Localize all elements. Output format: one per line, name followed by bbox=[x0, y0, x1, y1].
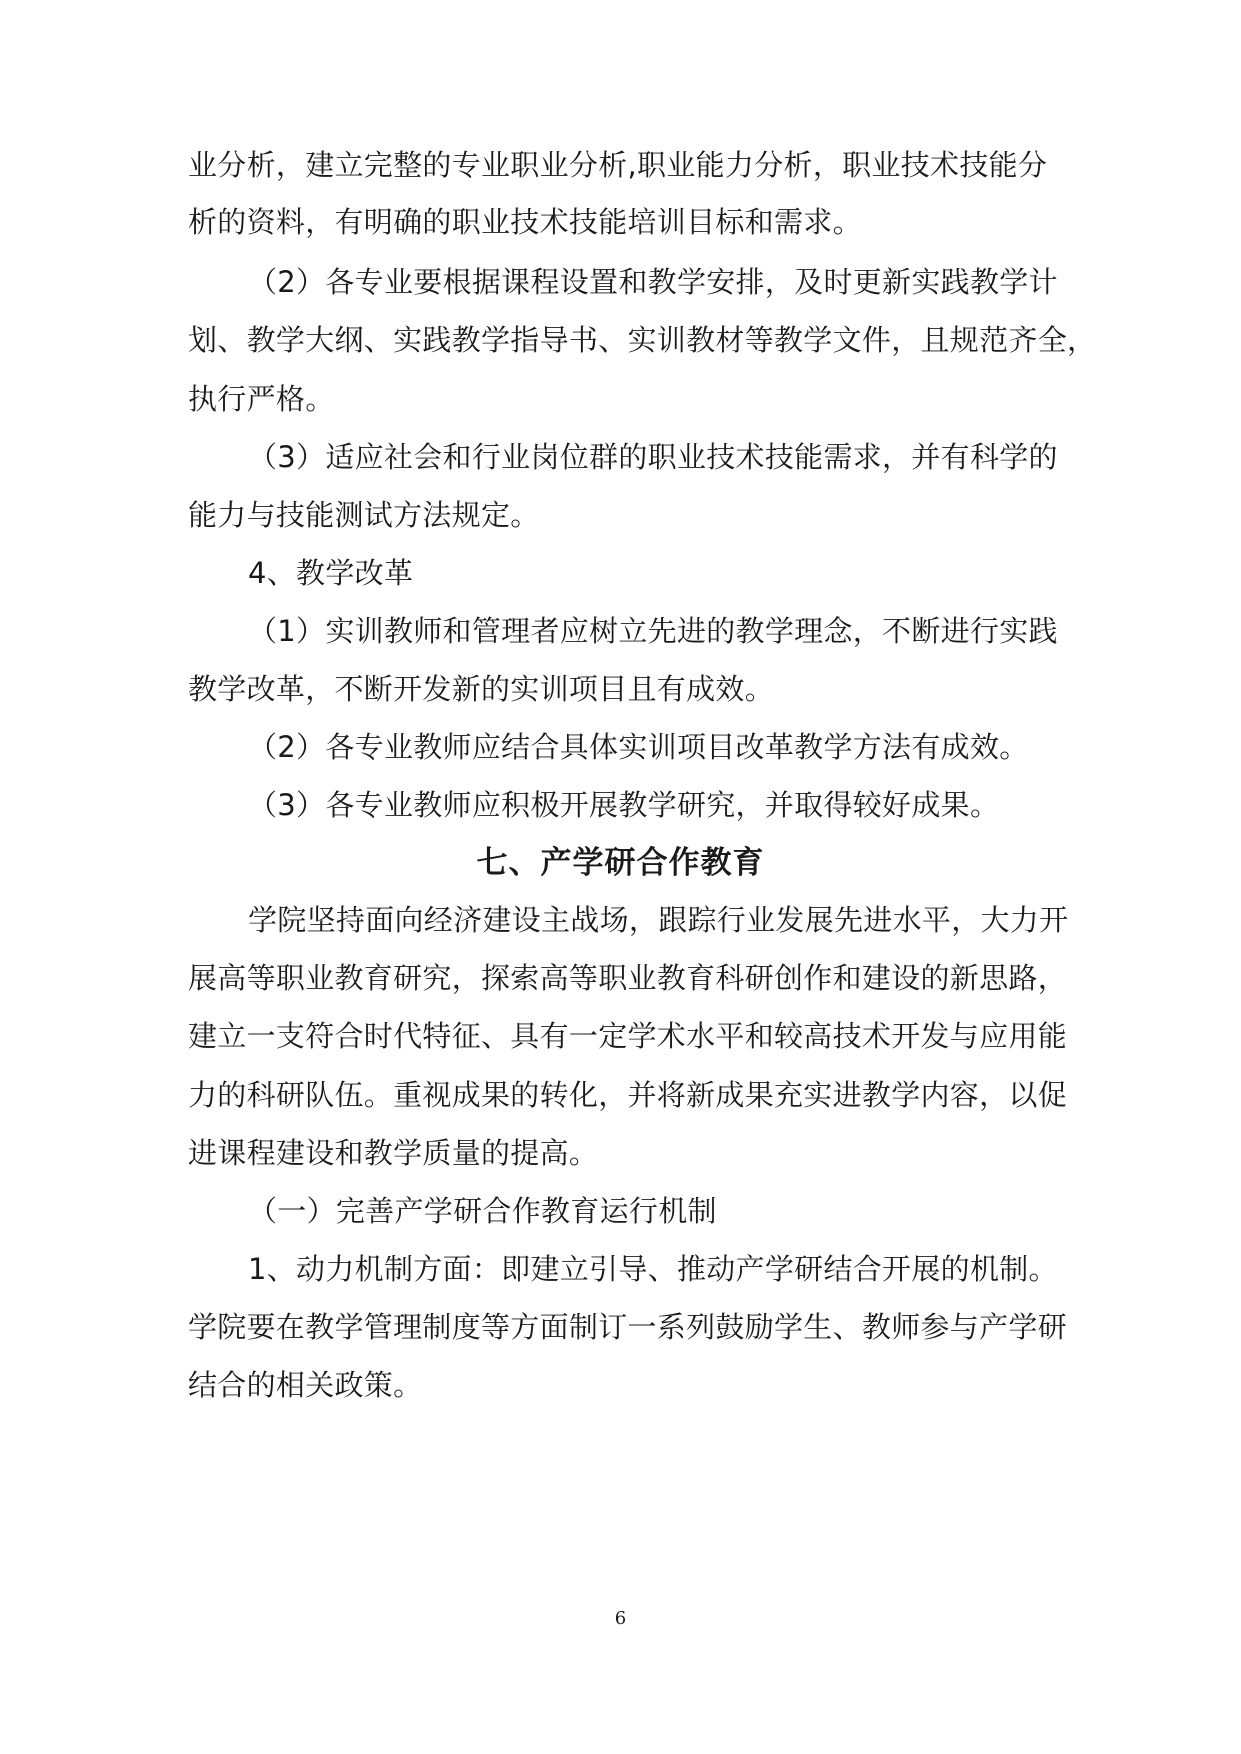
body-line: 学院要在教学管理制度等方面制订一系列鼓励学生、教师参与产学研 bbox=[188, 1310, 1068, 1344]
body-line: （2）各专业教师应结合具体实训项目改革教学方法有成效。 bbox=[248, 730, 1029, 764]
body-line: 划、教学大纲、实践教学指导书、实训教材等教学文件，且规范齐全， bbox=[188, 323, 1097, 357]
body-line: 能力与技能测试方法规定。 bbox=[188, 498, 540, 532]
chapter-heading: 七、产学研合作教育 bbox=[476, 845, 765, 881]
body-line: 结合的相关政策。 bbox=[188, 1368, 423, 1402]
subsection-heading: （一）完善产学研合作教育运行机制 bbox=[248, 1194, 717, 1228]
body-line: 析的资料，有明确的职业技术技能培训目标和需求。 bbox=[188, 205, 862, 239]
page-number: 6 bbox=[614, 1608, 627, 1629]
body-line: 进课程建设和教学质量的提高。 bbox=[188, 1136, 599, 1170]
body-line: （1）实训教师和管理者应树立先进的教学理念，不断进行实践 bbox=[248, 614, 1058, 648]
body-line: 力的科研队伍。重视成果的转化，并将新成果充实进教学内容，以促 bbox=[188, 1078, 1068, 1112]
body-line: （2）各专业要根据课程设置和教学安排，及时更新实践教学计 bbox=[248, 265, 1058, 299]
body-line: 业分析，建立完整的专业职业分析,职业能力分析，职业技术技能分 bbox=[188, 148, 1048, 182]
body-line: （3）各专业教师应积极开展教学研究，并取得较好成果。 bbox=[248, 788, 1000, 822]
body-line: 展高等职业教育研究，探索高等职业教育科研创作和建设的新思路， bbox=[188, 961, 1068, 995]
body-line: 建立一支符合时代特征、具有一定学术水平和较高技术开发与应用能 bbox=[188, 1019, 1068, 1053]
body-line: 学院坚持面向经济建设主战场，跟踪行业发展先进水平，大力开 bbox=[248, 903, 1069, 937]
body-line: （3）适应社会和行业岗位群的职业技术技能需求，并有科学的 bbox=[248, 440, 1058, 474]
section-heading: 4、教学改革 bbox=[248, 556, 414, 590]
body-line: 1、动力机制方面：即建立引导、推动产学研结合开展的机制。 bbox=[248, 1252, 1058, 1286]
body-line: 执行严格。 bbox=[188, 382, 335, 416]
body-line: 教学改革，不断开发新的实训项目且有成效。 bbox=[188, 672, 775, 706]
